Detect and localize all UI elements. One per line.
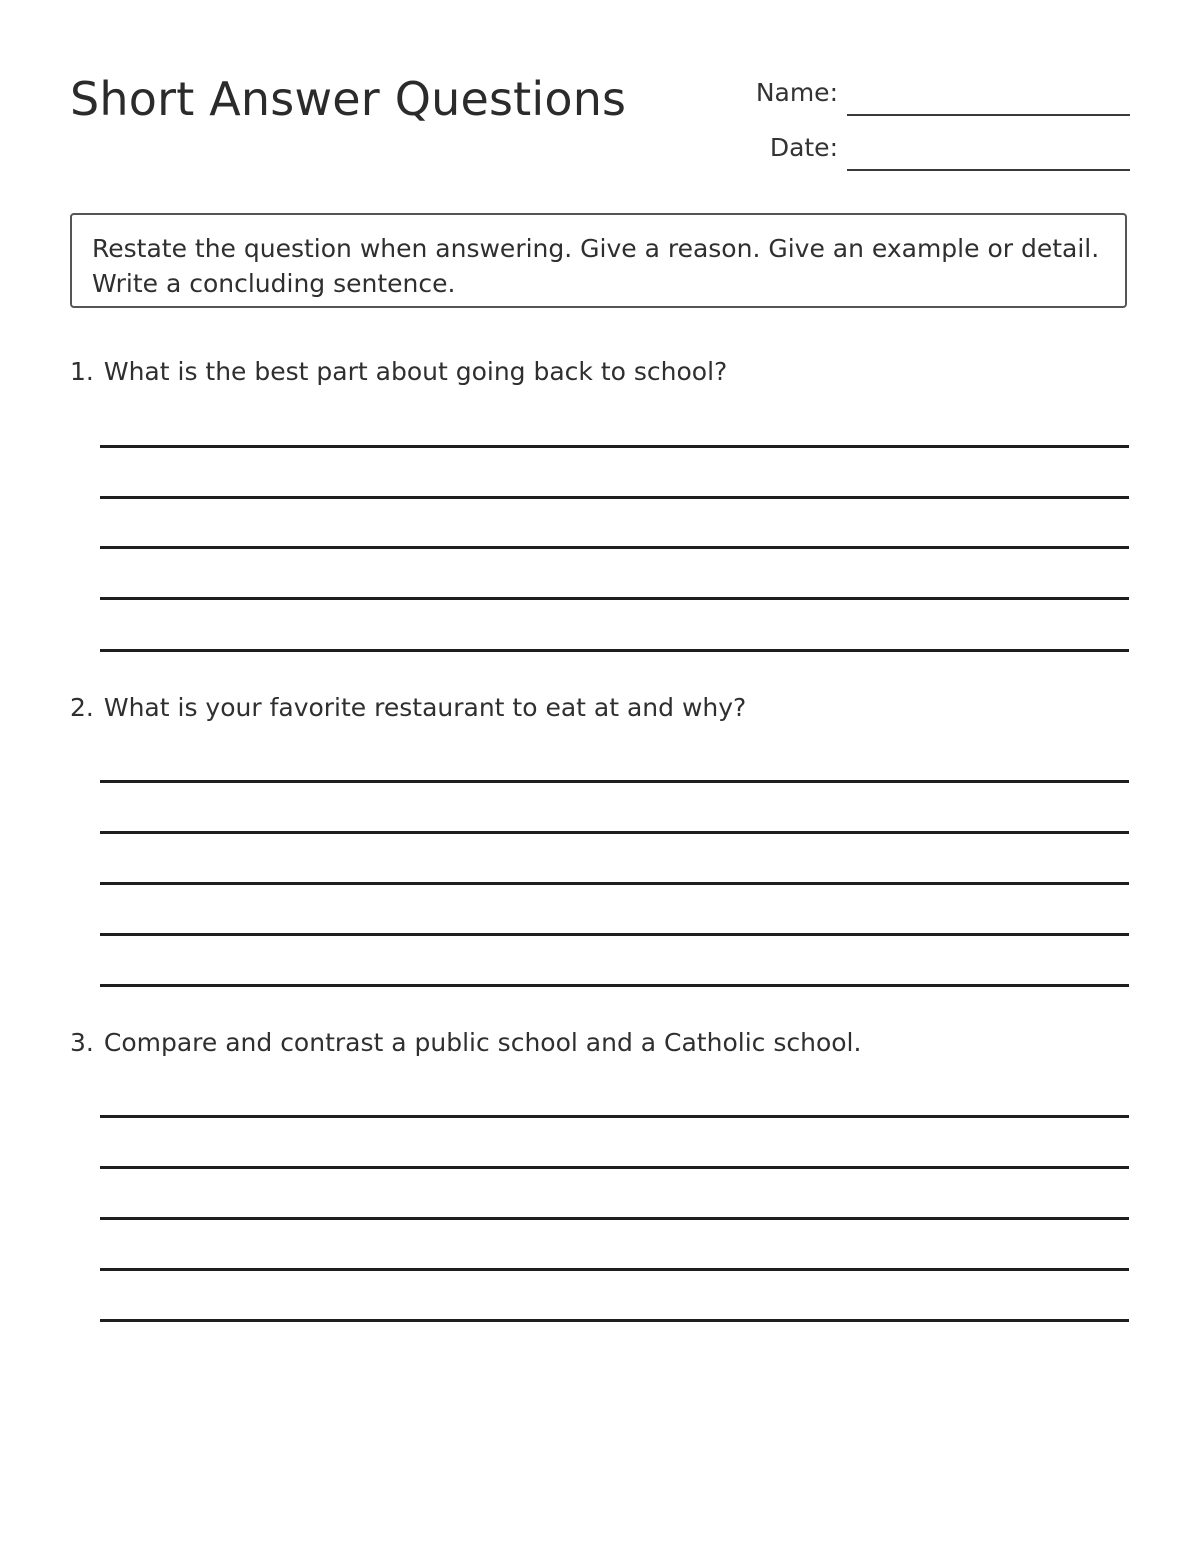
answer-line[interactable] (100, 1268, 1129, 1271)
answer-line[interactable] (100, 1217, 1129, 1220)
question-number: 3. (70, 1028, 94, 1057)
question-1 (70, 357, 727, 386)
answer-line[interactable] (100, 496, 1129, 499)
name-label: Name: (755, 78, 838, 107)
instructions-box (70, 213, 1127, 308)
answer-line[interactable] (100, 546, 1129, 549)
question-text: What is the best part about going back to school? (103, 357, 728, 386)
date-label: Date: (769, 133, 838, 162)
date-field[interactable] (847, 169, 1130, 171)
question-number: 1. (70, 357, 94, 386)
answer-line[interactable] (100, 1319, 1129, 1322)
answer-line[interactable] (100, 1115, 1129, 1118)
question-2 (70, 693, 746, 722)
answer-line[interactable] (100, 649, 1129, 652)
answer-line[interactable] (100, 933, 1129, 936)
answer-line[interactable] (100, 831, 1129, 834)
question-number: 2. (70, 693, 94, 722)
answer-line[interactable] (100, 984, 1129, 987)
answer-line[interactable] (100, 780, 1129, 783)
page-title: Short Answer Questions (70, 72, 627, 126)
answer-line[interactable] (100, 445, 1129, 448)
name-field[interactable] (847, 114, 1130, 116)
question-text: What is your favorite restaurant to eat at and why? (103, 693, 747, 722)
answer-line[interactable] (100, 1166, 1129, 1169)
question-3 (70, 1028, 861, 1057)
answer-line[interactable] (100, 597, 1129, 600)
answer-line[interactable] (100, 882, 1129, 885)
question-text: Compare and contrast a public school and a Catholic school. (103, 1028, 862, 1057)
instructions-text: Restate the question when answering. Give a reason. Give an example or detail. Write a concluding sentence. (92, 234, 1100, 298)
